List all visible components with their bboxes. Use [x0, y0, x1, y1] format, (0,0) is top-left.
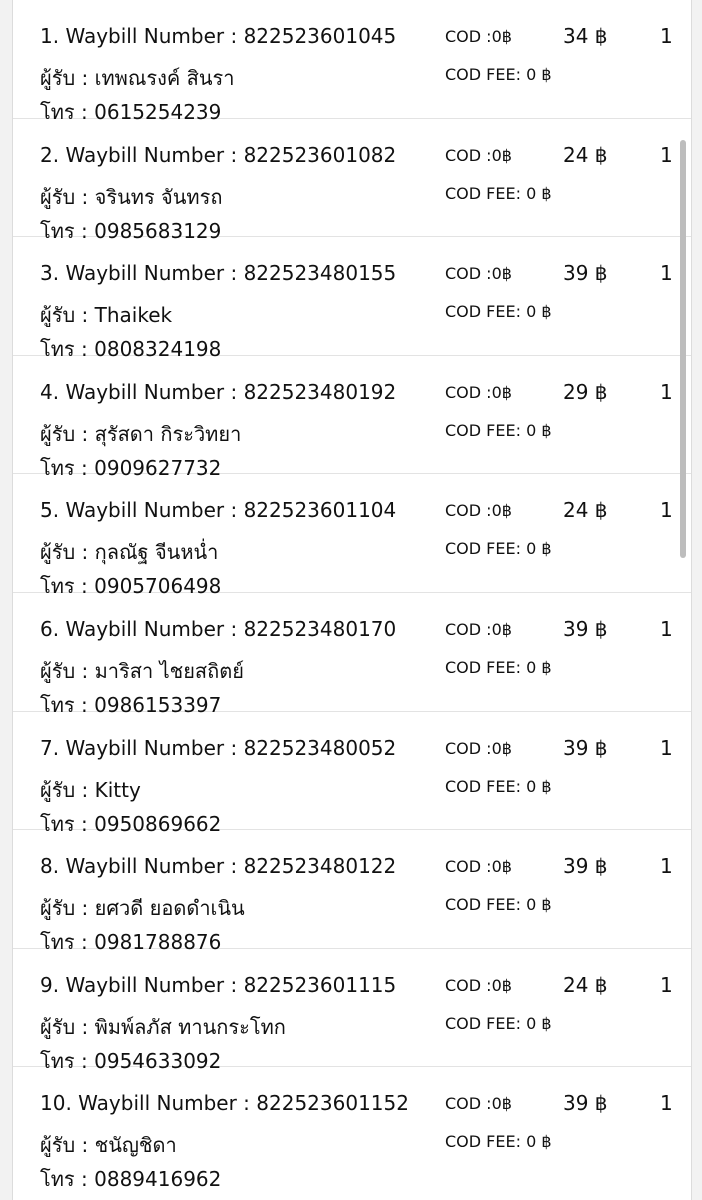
- shipping-price: 24 ฿: [563, 142, 608, 167]
- recipient-label: ผู้รับ :: [40, 66, 89, 90]
- recipient-line: [40, 181, 222, 213]
- waybill-line: [40, 498, 396, 522]
- waybill-list: [13, 0, 691, 1192]
- quantity: 1: [660, 379, 673, 404]
- waybill-line: [40, 261, 396, 285]
- waybill-line: [40, 973, 396, 997]
- shipping-price: 39 ฿: [563, 854, 608, 879]
- shipping-price: 34 ฿: [563, 24, 608, 48]
- shipping-price: 39 ฿: [563, 1091, 608, 1116]
- recipient-name: Kitty: [94, 777, 141, 802]
- recipient-name: ชนัญชิดา: [94, 1133, 177, 1158]
- waybill-item: [13, 237, 691, 362]
- waybill-number: 822523480052: [243, 735, 397, 760]
- recipient-line: [40, 892, 245, 924]
- cod-fee: COD FEE: 0 ฿: [445, 302, 552, 322]
- waybill-label: Waybill Number :: [65, 142, 238, 167]
- item-number: 1.: [40, 24, 60, 48]
- waybill-number: 822523601152: [256, 1091, 409, 1116]
- waybill-number: 822523601045: [243, 24, 397, 48]
- recipient-name: Thaikek: [94, 303, 173, 328]
- waybill-label: Waybill Number :: [65, 379, 238, 404]
- recipient-line: [40, 1129, 177, 1161]
- recipient-label: ผู้รับ :: [40, 540, 89, 565]
- recipient-name: ยศวดี ยอดดำเนิน: [94, 896, 245, 921]
- phone-label: โทร :: [40, 574, 88, 599]
- waybill-number: 822523601082: [243, 142, 397, 167]
- item-number: 9.: [40, 972, 60, 997]
- cod-amount: COD :0฿: [445, 1094, 512, 1114]
- recipient-line: [40, 1011, 286, 1043]
- phone-number: 0950869662: [94, 811, 222, 836]
- waybill-label: Waybill Number :: [65, 972, 238, 997]
- waybill-number: 822523480192: [243, 379, 397, 404]
- recipient-name: กุลณัฐ จีนหน่ำ: [94, 540, 219, 565]
- waybill-item: [13, 474, 691, 599]
- waybill-label: Waybill Number :: [65, 616, 238, 641]
- waybill-number: 822523601104: [243, 498, 397, 523]
- waybill-line: [40, 617, 396, 641]
- waybill-label: Waybill Number :: [65, 498, 238, 523]
- waybill-label: Waybill Number :: [65, 261, 238, 286]
- item-number: 4.: [40, 379, 60, 404]
- waybill-line: [40, 24, 396, 48]
- cod-amount: COD :0฿: [445, 264, 512, 284]
- phone-label: โทร :: [40, 455, 88, 480]
- cod-fee: COD FEE: 0 ฿: [445, 420, 552, 440]
- phone-label: โทร :: [40, 1167, 88, 1192]
- cod-fee: COD FEE: 0 ฿: [445, 1013, 552, 1033]
- cod-amount: COD :0฿: [445, 501, 512, 521]
- waybill-line: [40, 380, 396, 404]
- cod-amount: COD :0฿: [445, 27, 512, 46]
- waybill-item: [13, 949, 691, 1073]
- recipient-label: ผู้รับ :: [40, 1133, 89, 1158]
- shipping-price: 24 ฿: [563, 498, 608, 523]
- quantity: 1: [660, 616, 673, 641]
- recipient-label: ผู้รับ :: [40, 184, 89, 209]
- cod-amount: COD :0฿: [445, 619, 512, 639]
- cod-fee: COD FEE: 0 ฿: [445, 776, 552, 796]
- recipient-line: [40, 418, 241, 450]
- phone-line: [40, 1163, 221, 1195]
- waybill-line: [40, 854, 396, 878]
- recipient-line: [40, 299, 172, 331]
- quantity: 1: [660, 498, 673, 523]
- item-number: 8.: [40, 854, 60, 879]
- quantity: 1: [660, 1091, 673, 1116]
- quantity: 1: [660, 972, 673, 997]
- quantity: 1: [660, 142, 673, 167]
- cod-amount: COD :0฿: [445, 145, 512, 165]
- recipient-line: [40, 774, 141, 806]
- phone-number: 0889416962: [94, 1167, 222, 1192]
- recipient-name: สุรัสดา กิระวิทยา: [94, 421, 242, 446]
- recipient-label: ผู้รับ :: [40, 303, 89, 328]
- phone-label: โทร :: [40, 337, 88, 362]
- waybill-item: [13, 0, 691, 124]
- waybill-line: [40, 1091, 409, 1115]
- cod-fee: COD FEE: 0 ฿: [445, 657, 552, 677]
- phone-number: 0985683129: [94, 218, 222, 243]
- cod-amount: COD :0฿: [445, 975, 512, 995]
- item-number: 5.: [40, 498, 60, 523]
- cod-fee: COD FEE: 0 ฿: [445, 65, 552, 84]
- waybill-list-panel: [12, 0, 692, 1200]
- recipient-name: จรินทร จันทรถ: [94, 184, 223, 209]
- cod-fee: COD FEE: 0 ฿: [445, 183, 552, 203]
- phone-label: โทร :: [40, 930, 88, 955]
- waybill-label: Waybill Number :: [65, 24, 238, 48]
- waybill-number: 822523480155: [243, 261, 397, 286]
- quantity: 1: [660, 735, 673, 760]
- phone-number: 0909627732: [94, 455, 222, 480]
- recipient-label: ผู้รับ :: [40, 1014, 89, 1039]
- recipient-label: ผู้รับ :: [40, 421, 89, 446]
- scrollbar-thumb[interactable]: [680, 140, 686, 558]
- phone-label: โทร :: [40, 1048, 88, 1073]
- quantity: 1: [660, 24, 673, 48]
- waybill-label: Waybill Number :: [65, 735, 238, 760]
- quantity: 1: [660, 854, 673, 879]
- recipient-name: พิมพ์ลภัส ทานกระโทก: [94, 1014, 286, 1039]
- waybill-number: 822523480170: [243, 616, 397, 641]
- phone-label: โทร :: [40, 692, 88, 717]
- cod-fee: COD FEE: 0 ฿: [445, 895, 552, 915]
- recipient-name: มาริสา ไชยสถิตย์: [94, 658, 244, 683]
- waybill-item: [13, 712, 691, 836]
- waybill-item: [13, 119, 691, 243]
- waybill-line: [40, 736, 396, 760]
- recipient-label: ผู้รับ :: [40, 658, 89, 683]
- phone-number: 0986153397: [94, 692, 222, 717]
- recipient-label: ผู้รับ :: [40, 777, 89, 802]
- waybill-item: [13, 830, 691, 955]
- cod-amount: COD :0฿: [445, 738, 512, 758]
- quantity: 1: [660, 261, 673, 286]
- recipient-line: [40, 655, 244, 687]
- cod-amount: COD :0฿: [445, 857, 512, 877]
- phone-label: โทร :: [40, 100, 88, 124]
- shipping-price: 24 ฿: [563, 972, 608, 997]
- phone-number: 0954633092: [94, 1048, 222, 1073]
- shipping-price: 39 ฿: [563, 616, 608, 641]
- phone-number: 0615254239: [94, 100, 222, 124]
- waybill-label: Waybill Number :: [78, 1091, 250, 1116]
- waybill-item: [13, 593, 691, 717]
- item-number: 10.: [40, 1091, 72, 1116]
- phone-number: 0808324198: [94, 337, 222, 362]
- waybill-item: [13, 356, 691, 480]
- cod-fee: COD FEE: 0 ฿: [445, 1132, 552, 1152]
- recipient-label: ผู้รับ :: [40, 896, 89, 921]
- shipping-price: 39 ฿: [563, 735, 608, 760]
- phone-number: 0981788876: [94, 930, 222, 955]
- item-number: 2.: [40, 142, 60, 167]
- item-number: 3.: [40, 261, 60, 286]
- cod-fee: COD FEE: 0 ฿: [445, 539, 552, 559]
- waybill-number: 822523480122: [243, 854, 397, 879]
- recipient-line: [40, 536, 218, 568]
- item-number: 7.: [40, 735, 60, 760]
- scrollbar[interactable]: [681, 0, 689, 1200]
- waybill-number: 822523601115: [243, 972, 397, 997]
- cod-amount: COD :0฿: [445, 382, 512, 402]
- shipping-price: 39 ฿: [563, 261, 608, 286]
- phone-label: โทร :: [40, 811, 88, 836]
- phone-label: โทร :: [40, 218, 88, 243]
- recipient-line: [40, 62, 234, 94]
- recipient-name: เทพณรงค์ สินรา: [94, 66, 235, 90]
- waybill-label: Waybill Number :: [65, 854, 238, 879]
- waybill-item: [13, 1067, 691, 1192]
- waybill-line: [40, 143, 396, 167]
- item-number: 6.: [40, 616, 60, 641]
- phone-number: 0905706498: [94, 574, 222, 599]
- shipping-price: 29 ฿: [563, 379, 608, 404]
